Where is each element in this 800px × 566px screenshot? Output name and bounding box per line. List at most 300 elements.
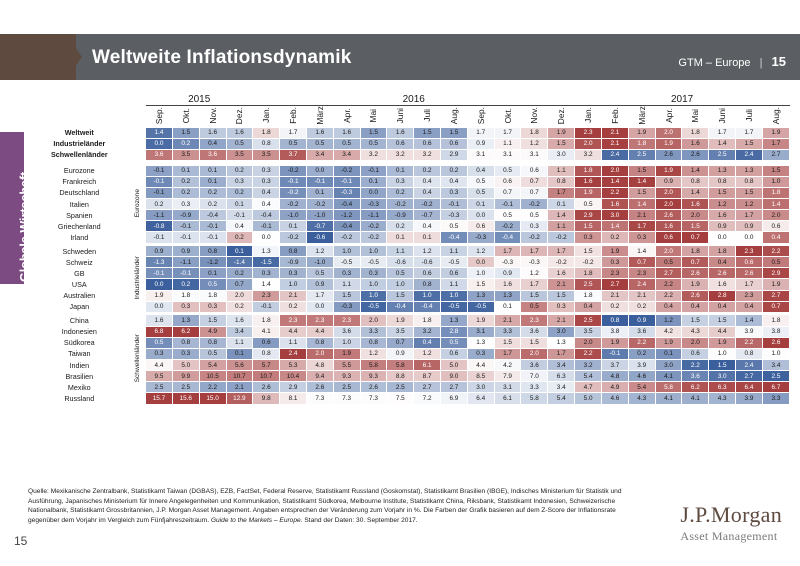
table-row (28, 315, 790, 326)
heatmap-cell: 1.2 (306, 246, 333, 257)
heatmap-cell: 3.2 (414, 149, 441, 160)
heatmap-cell: 0.2 (441, 165, 468, 176)
heatmap-cell: 0.3 (333, 268, 360, 279)
heatmap-cell: 0.5 (521, 210, 548, 221)
heatmap-cell: 10.7 (253, 371, 280, 382)
heatmap-cell: -1.1 (172, 257, 199, 268)
heatmap-cell: 5.0 (172, 359, 199, 370)
heatmap-cell: 9.0 (441, 371, 468, 382)
heatmap-cell: 0.1 (199, 176, 226, 187)
heatmap-cell: 0.1 (387, 165, 414, 176)
heatmap-cell: 2.2 (602, 187, 629, 198)
heatmap-cell: 3.1 (494, 382, 521, 393)
heatmap-cell: 1.7 (280, 127, 307, 138)
section-tab-global-economy[interactable] (0, 132, 32, 284)
heatmap-cell: 0.4 (682, 301, 709, 312)
heatmap-cell: 5.5 (333, 359, 360, 370)
heatmap-cell: 3.3 (494, 326, 521, 337)
heatmap-cell: 2.1 (602, 290, 629, 301)
heatmap-cell: 10.4 (280, 371, 307, 382)
row-label: Indonesien (61, 327, 97, 337)
heatmap-cell: 1.8 (253, 315, 280, 326)
heatmap-cell: 7.3 (306, 393, 333, 404)
heatmap-cell: 9.3 (333, 371, 360, 382)
heatmap-cell: 0.9 (387, 348, 414, 359)
heatmap-cell: 3.4 (548, 359, 575, 370)
heatmap-cell: 1.5 (736, 187, 763, 198)
heatmap-cell: 0.2 (628, 301, 655, 312)
heatmap-cell: 0.6 (387, 138, 414, 149)
row-label: Griechenland (57, 221, 101, 231)
heatmap-cell: 0.1 (548, 198, 575, 209)
heatmap-cell: -0.3 (494, 257, 521, 268)
heatmap-cell: 1.5 (628, 165, 655, 176)
heatmap-cell: 0.3 (199, 301, 226, 312)
heatmap-cell: 0.2 (146, 198, 173, 209)
heatmap-cell: -0.9 (172, 210, 199, 221)
heatmap-cell: 1.7 (494, 127, 521, 138)
heatmap-cell: 2.2 (575, 348, 602, 359)
heatmap-cell: -0.3 (333, 301, 360, 312)
heatmap-cell: 0.8 (280, 246, 307, 257)
heatmap-cell: 3.7 (280, 149, 307, 160)
heatmap-cell: 3.3 (762, 393, 789, 404)
heatmap-cell: 0.5 (280, 138, 307, 149)
heatmap-cell: 5.4 (548, 393, 575, 404)
heatmap-cell: 2.6 (360, 382, 387, 393)
heatmap-cell: 5.8 (655, 382, 682, 393)
heatmap-cell: 0.6 (414, 138, 441, 149)
heatmap-cell: -0.9 (280, 257, 307, 268)
table-row (28, 165, 790, 176)
heatmap-cell: 1.0 (762, 348, 789, 359)
heatmap-cell: -0.1 (146, 176, 173, 187)
heatmap-cell: -0.4 (253, 210, 280, 221)
heatmap-cell: 0.7 (762, 301, 789, 312)
heatmap-cell: 2.0 (655, 127, 682, 138)
heatmap-cell: 0.8 (709, 176, 736, 187)
heatmap-cell: 3.6 (521, 326, 548, 337)
heatmap-cell: 2.1 (628, 210, 655, 221)
heatmap-cell: 1.6 (226, 315, 253, 326)
heatmap-cell: 7.3 (360, 393, 387, 404)
heatmap-cell: 1.9 (602, 246, 629, 257)
month-header: Okt. (180, 107, 191, 123)
heatmap-cell: 0.6 (762, 221, 789, 232)
heatmap-cell: 1.5 (360, 127, 387, 138)
logo-secondary: Asset Management (680, 529, 778, 543)
heatmap-cell: 0.9 (467, 138, 494, 149)
row-label: Spanien (66, 210, 93, 220)
heatmap-cell: 1.6 (199, 127, 226, 138)
heatmap-cell: -0.1 (172, 232, 199, 243)
heatmap-cell: 1.9 (387, 315, 414, 326)
heatmap-cell: 0.0 (306, 165, 333, 176)
heatmap-cell: 0.3 (172, 198, 199, 209)
heatmap-cell: -0.2 (521, 198, 548, 209)
heatmap-cell: -0.1 (494, 198, 521, 209)
heatmap-cell: 1.6 (333, 127, 360, 138)
heatmap-cell: 0.4 (467, 165, 494, 176)
footnote-publication: Guide to the Markets – Europe. (210, 516, 303, 524)
row-label: Russland (64, 393, 95, 403)
heatmap-cell: 0.1 (494, 301, 521, 312)
month-header: März (636, 106, 647, 125)
row-label: Indien (69, 360, 90, 370)
heatmap-cell: 1.5 (172, 127, 199, 138)
month-header: Okt. (502, 107, 513, 123)
heatmap-cell: 1.7 (736, 279, 763, 290)
month-header: Aug. (448, 106, 459, 124)
heatmap-cell: 1.7 (548, 348, 575, 359)
heatmap-cell: 2.0 (655, 198, 682, 209)
heatmap-cell: 2.0 (575, 138, 602, 149)
heatmap-cell: 5.0 (441, 359, 468, 370)
heatmap-cell: 7.5 (387, 393, 414, 404)
heatmap-cell: 2.9 (441, 149, 468, 160)
month-header: Jan. (583, 107, 594, 124)
heatmap-cell: 4.4 (146, 359, 173, 370)
heatmap-cell: 1.0 (360, 246, 387, 257)
heatmap-cell: 0.0 (736, 232, 763, 243)
heatmap-cell: 8.5 (467, 371, 494, 382)
heatmap-cell: 0.1 (655, 348, 682, 359)
heatmap-cell: 0.5 (575, 198, 602, 209)
heatmap-cell: 0.2 (172, 176, 199, 187)
heatmap-cell: 1.7 (494, 246, 521, 257)
month-header: Mai (368, 108, 379, 123)
row-label: Brasilien (65, 371, 94, 381)
heatmap-cell: -0.4 (199, 210, 226, 221)
heatmap-cell: -1.1 (146, 210, 173, 221)
row-label: Südkorea (63, 338, 95, 348)
heatmap-cell: 1.7 (306, 290, 333, 301)
heatmap-cell: 9.8 (253, 393, 280, 404)
heatmap-cell: 1.9 (655, 337, 682, 348)
heatmap-cell: -0.4 (387, 301, 414, 312)
heatmap-cell: 0.6 (441, 268, 468, 279)
heatmap-cell: 0.4 (709, 257, 736, 268)
month-header: März (314, 106, 325, 125)
heatmap-cell: 1.4 (628, 246, 655, 257)
heatmap-cell: 1.6 (602, 198, 629, 209)
heatmap-cell: 4.9 (199, 326, 226, 337)
row-label: USA (71, 280, 87, 290)
heatmap-cell: 1.5 (521, 290, 548, 301)
inflation-heatmap (28, 94, 790, 405)
heatmap-cell: 3.0 (602, 210, 629, 221)
heatmap-cell: 6.1 (414, 359, 441, 370)
heatmap-cell: 1.1 (387, 246, 414, 257)
heatmap-cell: -0.1 (226, 210, 253, 221)
table-row (28, 127, 790, 138)
heatmap-cell: -1.2 (199, 257, 226, 268)
heatmap-cell: 0.3 (628, 232, 655, 243)
heatmap-cell: 1.7 (628, 221, 655, 232)
heatmap-cell: 2.1 (628, 290, 655, 301)
heatmap-cell: -0.1 (146, 165, 173, 176)
heatmap-cell: 5.0 (575, 393, 602, 404)
heatmap-cell: 0.1 (199, 165, 226, 176)
heatmap-cell: -1.0 (306, 210, 333, 221)
heatmap-cell: -0.1 (172, 221, 199, 232)
heatmap-cell: 1.6 (146, 315, 173, 326)
heatmap-cell: 1.5 (682, 221, 709, 232)
heatmap-cell: 8.1 (280, 393, 307, 404)
heatmap-cell: 1.7 (736, 127, 763, 138)
heatmap-cell: -0.2 (280, 187, 307, 198)
heatmap-cell: 0.0 (467, 257, 494, 268)
heatmap-cell: 4.1 (253, 326, 280, 337)
heatmap-cell: 0.1 (226, 246, 253, 257)
heatmap-cell: 0.2 (414, 165, 441, 176)
heatmap-cell: 0.5 (333, 138, 360, 149)
heatmap-cell: 1.5 (709, 359, 736, 370)
heatmap-cell: 2.5 (387, 382, 414, 393)
heatmap-cell: 1.8 (682, 246, 709, 257)
heatmap-cell: 4.4 (306, 326, 333, 337)
heatmap-cell: 0.8 (414, 279, 441, 290)
heatmap-cell: 1.6 (387, 127, 414, 138)
heatmap-cell: 3.9 (736, 326, 763, 337)
heatmap-cell: 0.9 (146, 246, 173, 257)
heatmap-cell: 1.5 (441, 127, 468, 138)
heatmap-cell: 0.9 (736, 221, 763, 232)
heatmap-cell: 2.0 (521, 348, 548, 359)
heatmap-cell: 0.6 (521, 165, 548, 176)
heatmap-cell: 1.4 (628, 176, 655, 187)
heatmap-cell: 0.8 (199, 246, 226, 257)
heatmap-cell: 0.2 (172, 138, 199, 149)
heatmap-cell: 0.2 (602, 232, 629, 243)
heatmap-cell: 1.7 (762, 138, 789, 149)
heatmap-cell: 2.7 (602, 279, 629, 290)
heatmap-cell: 1.8 (682, 127, 709, 138)
heatmap-cell: 0.0 (146, 301, 173, 312)
month-header: Juni (717, 107, 728, 123)
heatmap-table (28, 94, 790, 405)
heatmap-cell: -0.2 (494, 221, 521, 232)
heatmap-cell: 1.2 (414, 348, 441, 359)
heatmap-cell: 2.7 (762, 149, 789, 160)
heatmap-cell: 6.3 (709, 382, 736, 393)
heatmap-cell: 1.2 (521, 138, 548, 149)
heatmap-cell: 3.1 (494, 149, 521, 160)
group-label: Industrieländer (134, 256, 142, 300)
heatmap-cell: 1.7 (548, 187, 575, 198)
heatmap-cell: 2.0 (226, 290, 253, 301)
heatmap-cell: -0.2 (280, 232, 307, 243)
heatmap-cell: 1.2 (655, 315, 682, 326)
heatmap-cell: -0.3 (521, 257, 548, 268)
heatmap-cell: 0.7 (226, 279, 253, 290)
heatmap-cell: 4.3 (709, 393, 736, 404)
heatmap-cell: 3.2 (387, 149, 414, 160)
heatmap-cell: 2.5 (575, 279, 602, 290)
month-header: Jan. (261, 107, 272, 124)
heatmap-cell: 2.5 (172, 382, 199, 393)
heatmap-cell: 0.2 (226, 187, 253, 198)
year-header: 2017 (575, 94, 790, 106)
heatmap-cell: 0.3 (253, 268, 280, 279)
heatmap-cell: 1.0 (280, 279, 307, 290)
heatmap-cell: 2.0 (655, 187, 682, 198)
heatmap-cell: 3.5 (387, 326, 414, 337)
heatmap-cell: 0.8 (306, 337, 333, 348)
heatmap-cell: 3.0 (548, 149, 575, 160)
heatmap-cell: 2.0 (682, 210, 709, 221)
heatmap-cell: 1.0 (387, 279, 414, 290)
heatmap-cell: 7.3 (333, 393, 360, 404)
heatmap-cell: -0.1 (602, 348, 629, 359)
footnote-notes: Angaben entsprechen der Veränderung zum Vorjahr in %. Die Farben der Grafik basieren auf dem Z-Score der Inflationsrate gegenüber dem Vorjahr im Vergleich zum Fünfjahreszeitraum. (28, 507, 616, 524)
heatmap-cell: -0.4 (414, 301, 441, 312)
row-label: Schweden (62, 246, 97, 256)
heatmap-cell: 0.4 (414, 176, 441, 187)
heatmap-cell: -0.5 (441, 301, 468, 312)
heatmap-cell: 4.4 (467, 359, 494, 370)
row-label: Irland (70, 232, 89, 242)
heatmap-cell: 1.5 (628, 187, 655, 198)
heatmap-cell: 9.3 (360, 371, 387, 382)
heatmap-cell: 0.5 (521, 301, 548, 312)
heatmap-cell: 0.9 (172, 246, 199, 257)
heatmap-cell: 2.8 (441, 326, 468, 337)
month-header: Dez. (556, 106, 567, 124)
heatmap-cell: -0.9 (387, 210, 414, 221)
heatmap-cell: 9.4 (306, 371, 333, 382)
heatmap-cell: 3.6 (628, 326, 655, 337)
group-label: Eurozone (134, 188, 142, 218)
heatmap-cell: 3.1 (521, 149, 548, 160)
heatmap-cell: -1.5 (253, 257, 280, 268)
heatmap-cell: 3.0 (467, 382, 494, 393)
heatmap-cell: 1.6 (655, 221, 682, 232)
heatmap-cell: 1.6 (709, 279, 736, 290)
heatmap-cell: 0.3 (467, 348, 494, 359)
heatmap-cell: 1.5 (575, 221, 602, 232)
heatmap-cell: -0.2 (548, 257, 575, 268)
month-header: Nov. (529, 107, 540, 124)
row-label: Australien (63, 291, 96, 301)
heatmap-cell: -0.1 (172, 268, 199, 279)
heatmap-cell: 1.2 (521, 268, 548, 279)
heatmap-cell: 15.7 (146, 393, 173, 404)
heatmap-cell: 0.5 (306, 138, 333, 149)
heatmap-cell: 1.5 (467, 279, 494, 290)
heatmap-cell: 3.2 (575, 149, 602, 160)
heatmap-cell: 3.1 (467, 326, 494, 337)
heatmap-cell: 0.3 (360, 268, 387, 279)
heatmap-cell: -0.2 (521, 232, 548, 243)
heatmap-cell: 2.8 (709, 290, 736, 301)
heatmap-cell: 0.0 (360, 187, 387, 198)
heatmap-cell: 3.1 (467, 149, 494, 160)
heatmap-cell: 1.7 (494, 348, 521, 359)
heatmap-cell: 4.1 (655, 371, 682, 382)
heatmap-cell: 1.1 (548, 221, 575, 232)
heatmap-cell: 0.3 (387, 176, 414, 187)
heatmap-cell: 1.5 (575, 246, 602, 257)
heatmap-cell: 6.4 (736, 382, 763, 393)
heatmap-cell: 0.2 (226, 232, 253, 243)
heatmap-cell: 10.5 (199, 371, 226, 382)
month-header: Apr. (663, 107, 674, 123)
heatmap-cell: 0.4 (414, 221, 441, 232)
heatmap-cell: 1.8 (172, 290, 199, 301)
heatmap-cell: 0.3 (548, 301, 575, 312)
heatmap-cell: 0.5 (199, 348, 226, 359)
heatmap-cell: 8.8 (387, 371, 414, 382)
heatmap-cell: 1.0 (333, 337, 360, 348)
page-title: Weltweite Inflationsdynamik (92, 47, 352, 68)
heatmap-cell: -1.4 (226, 257, 253, 268)
page-number: 15 (14, 534, 28, 548)
heatmap-cell: 2.6 (655, 149, 682, 160)
heatmap-cell: 0.2 (199, 198, 226, 209)
heatmap-cell: 0.7 (521, 187, 548, 198)
heatmap-cell: 2.6 (682, 268, 709, 279)
header-page-number: 15 (771, 54, 786, 69)
heatmap-cell: 1.4 (682, 165, 709, 176)
heatmap-cell: 0.8 (253, 348, 280, 359)
heatmap-cell: 1.8 (414, 315, 441, 326)
heatmap-cell: 4.6 (602, 393, 629, 404)
heatmap-cell: -0.1 (306, 176, 333, 187)
heatmap-cell: 1.7 (521, 246, 548, 257)
heatmap-cell: 3.4 (333, 149, 360, 160)
heatmap-cell: 2.3 (253, 290, 280, 301)
heatmap-cell: 15.0 (199, 393, 226, 404)
heatmap-cell: 3.0 (548, 326, 575, 337)
heatmap-cell: -0.1 (146, 187, 173, 198)
heatmap-cell: 0.4 (441, 176, 468, 187)
heatmap-cell: 3.0 (655, 359, 682, 370)
heatmap-cell: 0.5 (441, 221, 468, 232)
heatmap-cell: 0.4 (414, 187, 441, 198)
heatmap-cell: 0.6 (441, 138, 468, 149)
row-label: Schwellenländer (50, 150, 108, 160)
heatmap-cell: 1.4 (146, 127, 173, 138)
heatmap-cell: -1.0 (306, 257, 333, 268)
heatmap-cell: -0.2 (280, 165, 307, 176)
heatmap-cell: -0.1 (253, 221, 280, 232)
month-header: Juni (395, 107, 406, 123)
heatmap-cell: 0.3 (172, 301, 199, 312)
heatmap-cell: 1.3 (548, 337, 575, 348)
heatmap-cell: 1.6 (548, 268, 575, 279)
heatmap-cell: 3.8 (602, 326, 629, 337)
heatmap-cell: 3.9 (628, 359, 655, 370)
heatmap-cell: 0.2 (172, 187, 199, 198)
row-label: China (69, 315, 89, 325)
table-row (28, 246, 790, 257)
heatmap-cell: 1.1 (548, 165, 575, 176)
heatmap-cell: 0.7 (682, 232, 709, 243)
row-label: Deutschland (59, 188, 100, 198)
heatmap-cell: 0.9 (628, 315, 655, 326)
heatmap-cell: 7.9 (494, 371, 521, 382)
heatmap-cell: -0.5 (441, 257, 468, 268)
month-header: Sep. (475, 106, 486, 124)
header-separator: | (759, 57, 763, 69)
heatmap-cell: 1.6 (575, 176, 602, 187)
heatmap-cell: -0.2 (360, 232, 387, 243)
heatmap-cell: 3.6 (199, 149, 226, 160)
heatmap-cell: -1.1 (360, 210, 387, 221)
row-label: Eurozone (63, 166, 95, 176)
heatmap-cell: 5.4 (628, 382, 655, 393)
